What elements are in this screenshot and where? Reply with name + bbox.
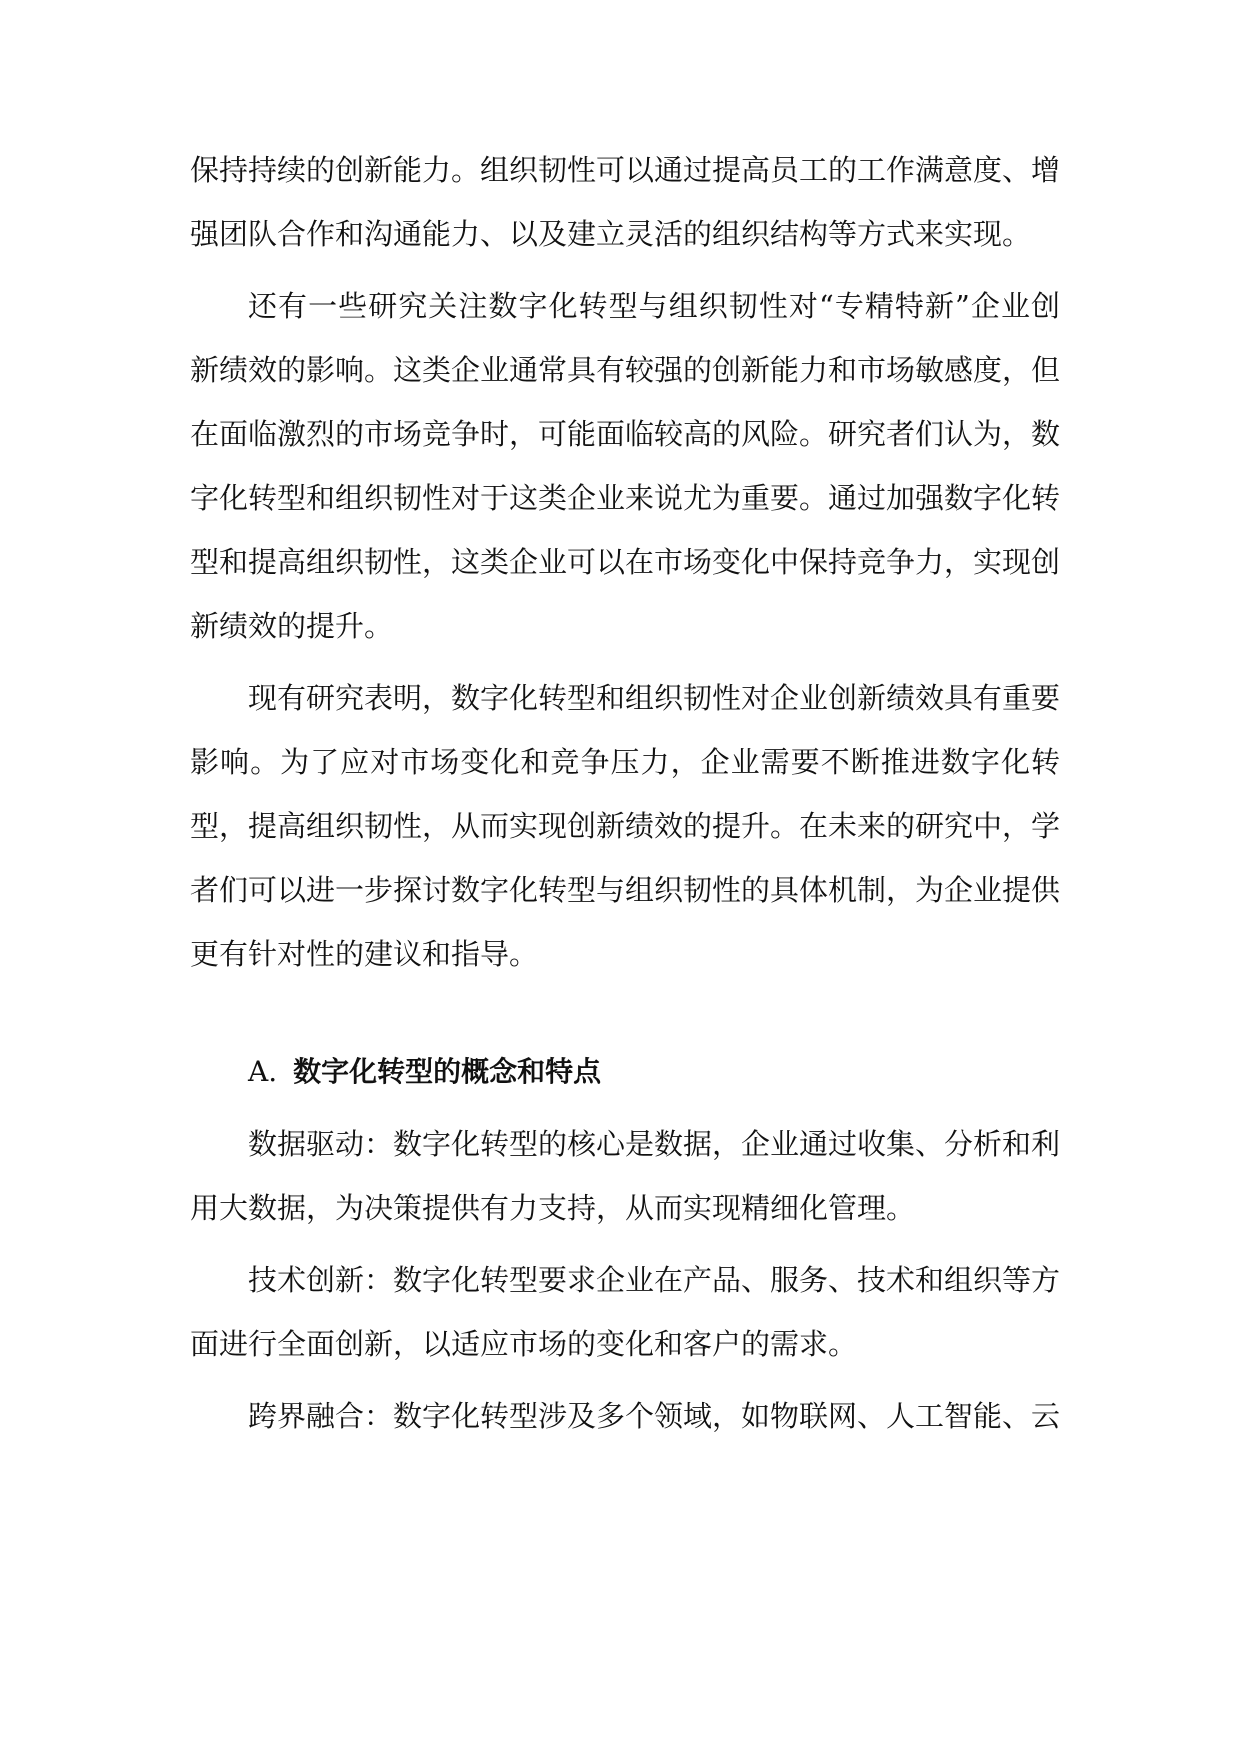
feature-tech-innovation: 技术创新：数字化转型要求企业在产品、服务、技术和组织等方面进行全面创新，以适应市场的变化和客户的需求。 xyxy=(190,1263,1061,1361)
section-label: A. xyxy=(248,1055,278,1088)
paragraph-research-summary: 现有研究表明，数字化转型和组织韧性对企业创新绩效具有重要影响。为了应对市场变化和竞争压力，企业需要不断推进数字化转型，提高组织韧性，从而实现创新绩效的提升。在未来的研究中，学者们可以进一步探讨数字化转型与组织韧性的具体机制，为企业提供更有针对性的建议和指导。 xyxy=(190,681,1061,971)
feature-cross-border: 跨界融合：数字化转型涉及多个领域，如物联网、人工智能、云 xyxy=(248,1399,1061,1433)
feature-data-driven: 数据驱动：数字化转型的核心是数据，企业通过收集、分析和利用大数据，为决策提供有力支持，从而实现精细化管理。 xyxy=(190,1127,1061,1225)
paragraph-continuation: 保持持续的创新能力。组织韧性可以通过提高员工的工作满意度、增强团队合作和沟通能力、以及建立灵活的组织结构等方式来实现。 xyxy=(190,153,1061,251)
paragraph-specialized-enterprises: 还有一些研究关注数字化转型与组织韧性对“专精特新”企业创新绩效的影响。这类企业通常具有较强的创新能力和市场敏感度，但在面临激烈的市场竞争时，可能面临较高的风险。研究者们认为，数字化转型和组织韧性对于这类企业来说尤为重要。通过加强数字化转型和提高组织韧性，这类企业可以在市场变化中保持竞争力，实现创新绩效的提升。 xyxy=(190,289,1061,643)
section-heading xyxy=(190,1040,1060,1104)
document-page xyxy=(190,138,1060,1448)
section-title: 数字化转型的概念和特点 xyxy=(293,1055,602,1088)
